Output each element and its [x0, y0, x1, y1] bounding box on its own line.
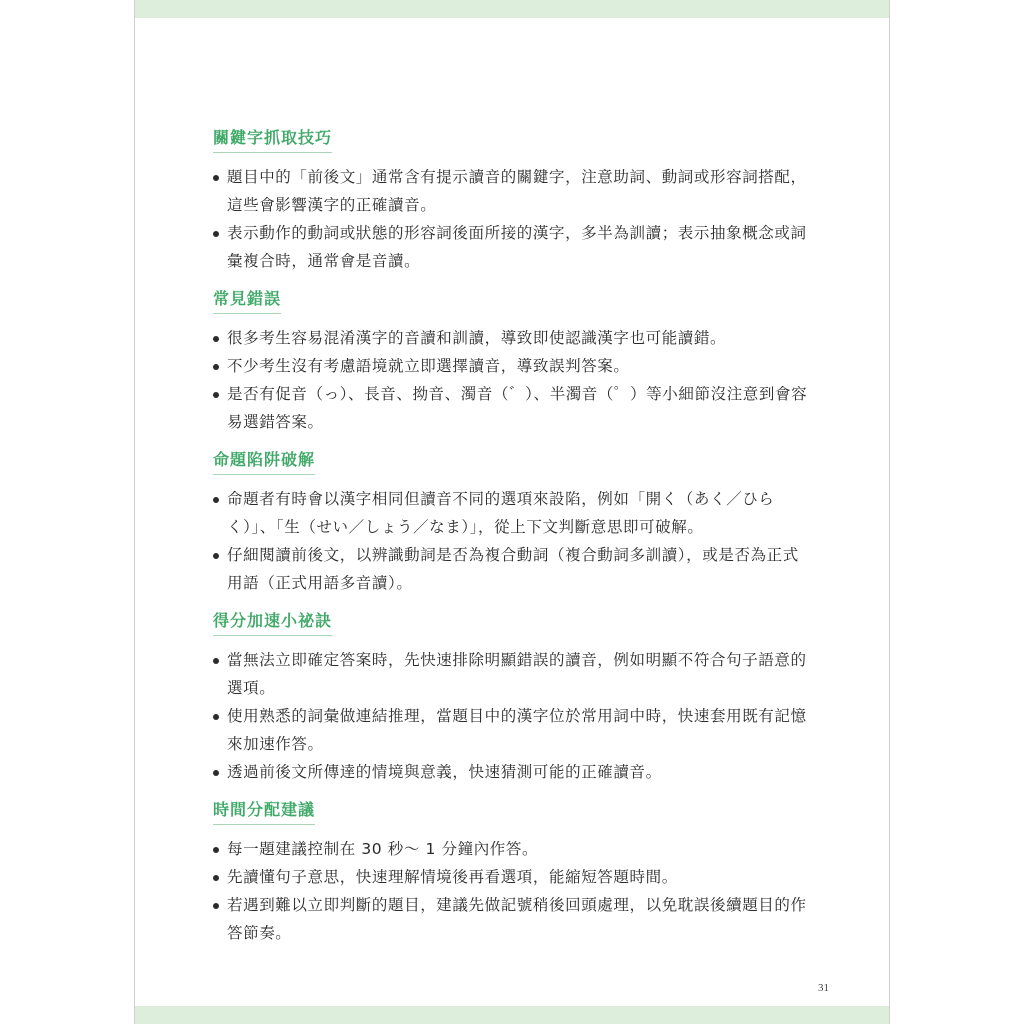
bullet-item — [213, 219, 813, 275]
bullet-dot-icon — [213, 231, 219, 237]
bullet-text: 當無法立即確定答案時，先快速排除明顯錯誤的讀音，例如明顯不符合句子語意的選項。 — [227, 651, 807, 697]
bullet-dot-icon — [213, 336, 219, 342]
bullet-text: 每一題建議控制在 30 秒～ 1 分鐘內作答。 — [227, 840, 539, 858]
bullet-list — [213, 485, 813, 597]
bullet-text: 若遇到難以立即判斷的題目，建議先做記號稍後回頭處理，以免耽誤後續題目的作答節奏。 — [227, 896, 807, 942]
section-heading: 關鍵字抓取技巧 — [213, 128, 332, 153]
bullet-dot-icon — [213, 770, 219, 776]
bullet-dot-icon — [213, 658, 219, 664]
section-time-allocation — [213, 800, 813, 947]
page-number: 31 — [818, 982, 829, 994]
bullet-dot-icon — [213, 714, 219, 720]
bullet-item — [213, 541, 813, 597]
bullet-text: 使用熟悉的詞彙做連結推理，當題目中的漢字位於常用詞中時，快速套用既有記憶來加速作答。 — [227, 707, 807, 753]
bullet-item — [213, 863, 813, 891]
section-heading: 得分加速小祕訣 — [213, 611, 332, 636]
bullet-item — [213, 380, 813, 436]
bullet-item — [213, 324, 813, 352]
bullet-dot-icon — [213, 875, 219, 881]
bullet-item — [213, 646, 813, 702]
bullet-item — [213, 702, 813, 758]
bullet-text: 表示動作的動詞或狀態的形容詞後面所接的漢字，多半為訓讀；表示抽象概念或詞彙複合時，通常會是音讀。 — [227, 224, 807, 270]
bullet-item — [213, 485, 813, 541]
bullet-text: 不少考生沒有考慮語境就立即選擇讀音，導致誤判答案。 — [227, 357, 630, 375]
book-page — [134, 0, 890, 1024]
section-heading: 常見錯誤 — [213, 289, 281, 314]
bullet-list — [213, 835, 813, 947]
bullet-text: 仔細閱讀前後文，以辨識動詞是否為複合動詞（複合動詞多訓讀），或是否為正式用語（正式用語多音讀）。 — [227, 546, 799, 592]
bullet-list — [213, 646, 813, 786]
bullet-dot-icon — [213, 553, 219, 559]
bullet-list — [213, 163, 813, 275]
section-trap-breaking — [213, 450, 813, 597]
bullet-item — [213, 891, 813, 947]
bullet-text: 很多考生容易混淆漢字的音讀和訓讀，導致即使認識漢字也可能讀錯。 — [227, 329, 727, 347]
bottom-color-band — [135, 1006, 889, 1024]
bullet-text: 命題者有時會以漢字相同但讀音不同的選項來設陷，例如「開く（あく／ひらく）」、「生（せい／しょう／なま）」，從上下文判斷意思即可破解。 — [227, 490, 775, 536]
bullet-list — [213, 324, 813, 436]
section-common-mistakes — [213, 289, 813, 436]
bullet-dot-icon — [213, 847, 219, 853]
page-content — [213, 128, 813, 947]
bullet-text: 是否有促音（っ）、長音、拗音、濁音（゛）、半濁音（゜）等小細節沒注意到會容易選錯答案。 — [227, 385, 808, 431]
bullet-dot-icon — [213, 364, 219, 370]
section-keyword-tips — [213, 128, 813, 275]
bullet-item — [213, 352, 813, 380]
bullet-dot-icon — [213, 392, 219, 398]
section-heading: 時間分配建議 — [213, 800, 315, 825]
top-color-band — [135, 0, 889, 18]
bullet-dot-icon — [213, 903, 219, 909]
bullet-dot-icon — [213, 497, 219, 503]
bullet-item — [213, 835, 813, 863]
bullet-text: 透過前後文所傳達的情境與意義，快速猜測可能的正確讀音。 — [227, 763, 662, 781]
bullet-dot-icon — [213, 175, 219, 181]
bullet-text: 題目中的「前後文」通常含有提示讀音的關鍵字，注意助詞、動詞或形容詞搭配，這些會影響漢字的正確讀音。 — [227, 168, 807, 214]
bullet-text: 先讀懂句子意思，快速理解情境後再看選項，能縮短答題時間。 — [227, 868, 678, 886]
section-heading: 命題陷阱破解 — [213, 450, 315, 475]
bullet-item — [213, 758, 813, 786]
section-scoring-tips — [213, 611, 813, 786]
bullet-item — [213, 163, 813, 219]
